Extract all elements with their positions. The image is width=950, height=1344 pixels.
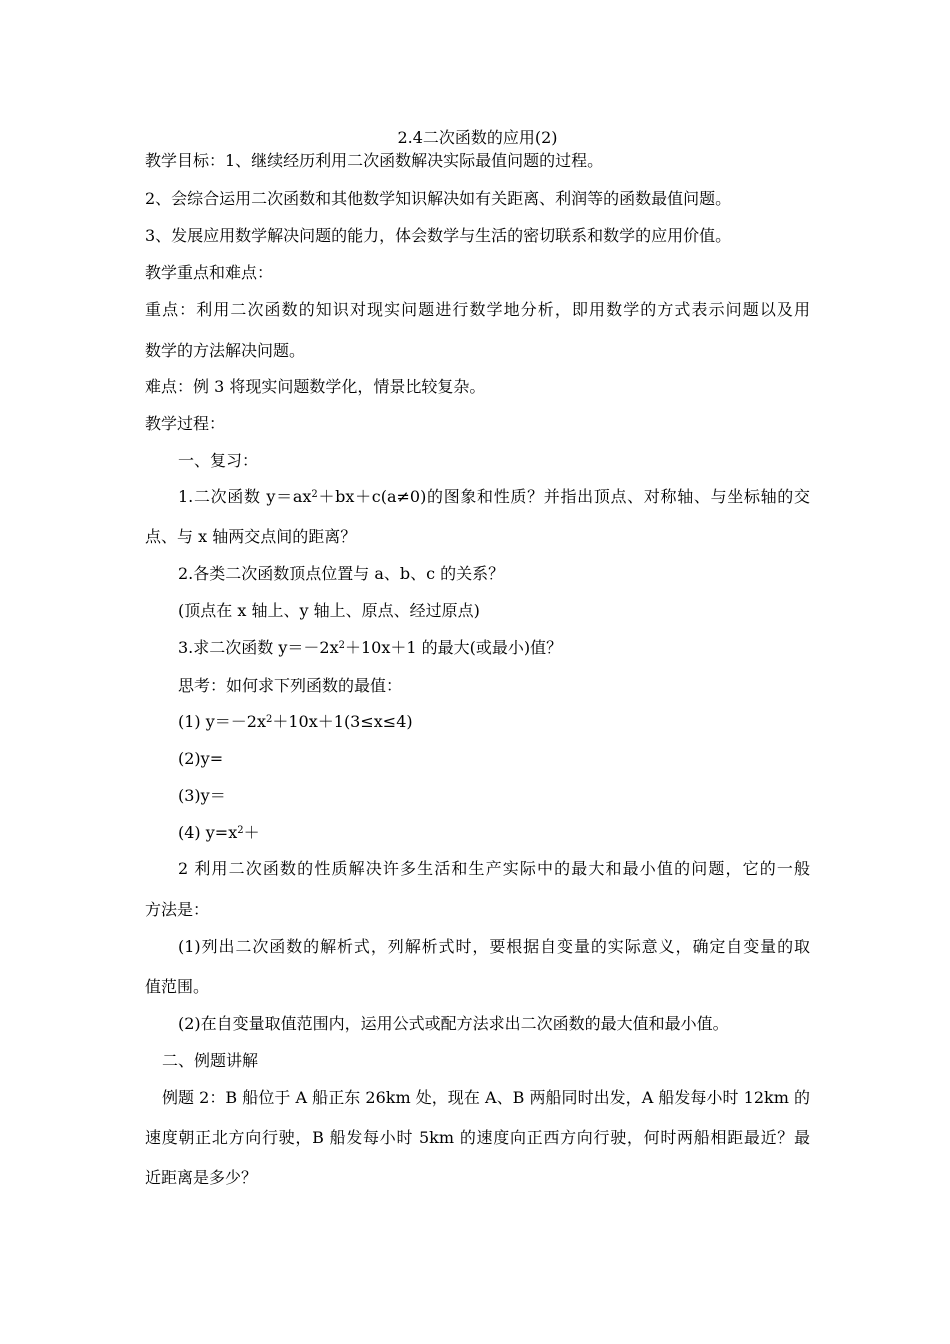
page-title: 2.4二次函数的应用(2)	[397, 128, 558, 147]
function-3: (3)y＝	[178, 786, 226, 805]
process-heading: 教学过程：	[145, 414, 226, 433]
function-1: (1) $y=-2x^2+10x+1(3\le x\le 4)$	[178, 712, 413, 731]
method-step-1-line2: 值范围。	[145, 977, 210, 996]
teaching-goal-1: 教学目标：1、继续经历利用二次函数解决实际最值问题的过程。	[145, 151, 604, 170]
think-prompt: 思考：如何求下列函数的最值：	[178, 676, 403, 695]
key-points-heading: 教学重点和难点：	[145, 263, 274, 282]
teaching-goal-2: 2、会综合运用二次函数和其他数学知识解决如有关距离、利润等的函数最值问题。	[145, 189, 732, 208]
focus-paragraph-line1: 重点：利用二次函数的知识对现实问题进行数学地分析，即用数学的方式表示问题以及用	[145, 300, 810, 319]
method-paragraph-line2: 方法是：	[145, 900, 210, 919]
method-step-2: (2)在自变量取值范围内，运用公式或配方法求出二次函数的最大值和最小值。	[178, 1014, 729, 1033]
review-question-2: 2.各类二次函数顶点位置与 a、b、c 的关系？	[178, 564, 505, 583]
method-paragraph-line1: 2 利用二次函数的性质解决许多生活和生产实际中的最大和最小值的问题，它的一般	[178, 859, 810, 878]
review-question-3: 3.求二次函数 $y=-2x^2+10x+1$ 的最大(或最小)值？	[178, 638, 563, 657]
example-2-line2: 速度朝正北方向行驶，B 船发每小时 5km 的速度向正西方向行驶，何时两船相距最近？最	[145, 1128, 810, 1147]
review-heading: 一、复习：	[178, 451, 259, 470]
function-2: (2)y=	[178, 749, 224, 768]
review-question-1-line1: 1.二次函数 $y=ax^2+bx+c(a\ne 0)$的图象和性质？并指出顶点、对称轴、与坐标轴的交	[178, 487, 810, 506]
example-2-line1: 例题 2：B 船位于 A 船正东 26km 处，现在 A、B 两船同时出发，A 船发每小时 12km 的	[162, 1088, 810, 1107]
difficulty-paragraph: 难点：例 3 将现实问题数学化，情景比较复杂。	[145, 377, 486, 396]
examples-heading: 二、例题讲解	[162, 1051, 259, 1070]
example-2-line3: 近距离是多少？	[145, 1168, 258, 1187]
teaching-goal-3: 3、发展应用数学解决问题的能力，体会数学与生活的密切联系和数学的应用价值。	[145, 226, 732, 245]
function-4: (4) $y=x^2+$	[178, 823, 260, 842]
focus-paragraph-line2: 数学的方法解决问题。	[145, 341, 306, 360]
review-question-2-note: (顶点在 x 轴上、y 轴上、原点、经过原点)	[178, 601, 480, 620]
method-step-1-line1: (1)列出二次函数的解析式，列解析式时，要根据自变量的实际意义，确定自变量的取	[178, 937, 810, 956]
review-question-1-line2: 点、与 x 轴两交点间的距离？	[145, 527, 357, 546]
